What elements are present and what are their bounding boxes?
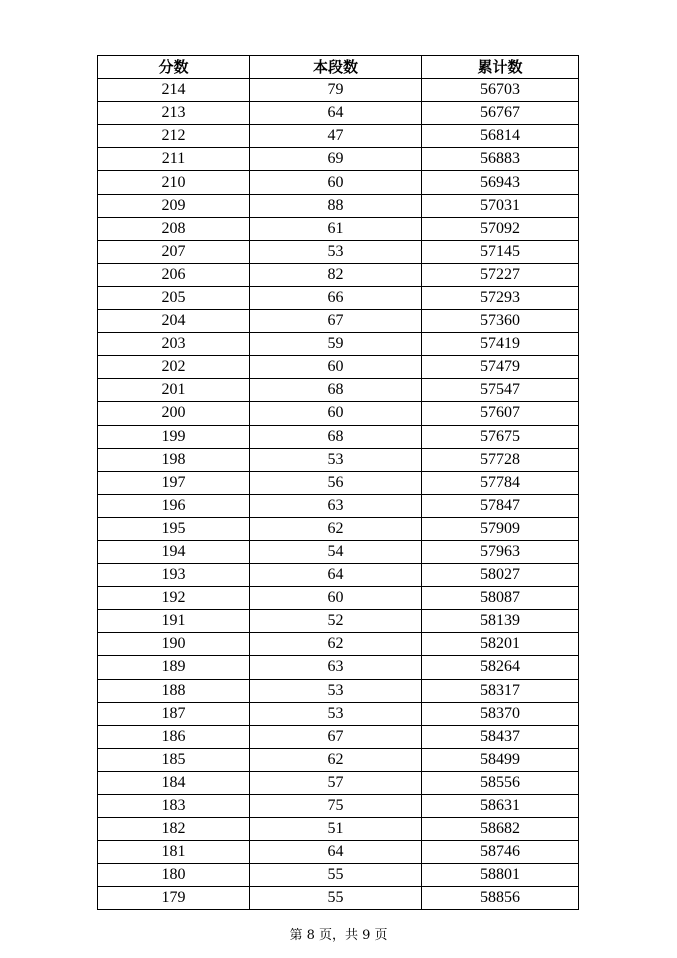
cell-segment-count: 60 <box>250 402 422 425</box>
table-row <box>98 725 579 748</box>
cell-segment-count: 54 <box>250 540 422 563</box>
table-row <box>98 194 579 217</box>
cell-segment-count: 64 <box>250 564 422 587</box>
cell-segment-count: 67 <box>250 725 422 748</box>
table-row <box>98 310 579 333</box>
table-row <box>98 148 579 171</box>
page-footer <box>0 927 677 944</box>
page-number-text: 第 8 页，共 9 页 <box>289 928 388 943</box>
cell-segment-count: 75 <box>250 795 422 818</box>
cell-score: 193 <box>98 564 250 587</box>
cell-score: 183 <box>98 795 250 818</box>
cell-cumulative-count: 58856 <box>422 887 579 910</box>
cell-score: 186 <box>98 725 250 748</box>
table-row <box>98 587 579 610</box>
cell-segment-count: 53 <box>250 240 422 263</box>
cell-score: 179 <box>98 887 250 910</box>
cell-cumulative-count: 56943 <box>422 171 579 194</box>
cell-segment-count: 64 <box>250 102 422 125</box>
cell-score: 184 <box>98 771 250 794</box>
cell-score: 181 <box>98 841 250 864</box>
cell-cumulative-count: 57675 <box>422 425 579 448</box>
table-row <box>98 240 579 263</box>
cell-segment-count: 62 <box>250 517 422 540</box>
cell-cumulative-count: 57293 <box>422 286 579 309</box>
table-row <box>98 286 579 309</box>
table-row <box>98 540 579 563</box>
table-row <box>98 610 579 633</box>
table-row <box>98 471 579 494</box>
cell-cumulative-count: 57479 <box>422 356 579 379</box>
cell-cumulative-count: 58746 <box>422 841 579 864</box>
table-row <box>98 841 579 864</box>
cell-segment-count: 82 <box>250 263 422 286</box>
cell-segment-count: 63 <box>250 494 422 517</box>
cell-score: 203 <box>98 333 250 356</box>
cell-cumulative-count: 57092 <box>422 217 579 240</box>
cell-cumulative-count: 56883 <box>422 148 579 171</box>
cell-score: 213 <box>98 102 250 125</box>
cell-segment-count: 53 <box>250 702 422 725</box>
cell-cumulative-count: 58682 <box>422 818 579 841</box>
cell-segment-count: 60 <box>250 587 422 610</box>
cell-cumulative-count: 56767 <box>422 102 579 125</box>
cell-segment-count: 62 <box>250 633 422 656</box>
cell-segment-count: 53 <box>250 679 422 702</box>
cell-score: 185 <box>98 748 250 771</box>
cell-score: 211 <box>98 148 250 171</box>
table-header <box>98 56 579 79</box>
cell-segment-count: 66 <box>250 286 422 309</box>
cell-score: 194 <box>98 540 250 563</box>
table-row <box>98 379 579 402</box>
table-row <box>98 887 579 910</box>
cell-score: 207 <box>98 240 250 263</box>
cell-segment-count: 67 <box>250 310 422 333</box>
cell-segment-count: 57 <box>250 771 422 794</box>
cell-score: 192 <box>98 587 250 610</box>
table-body <box>98 79 579 910</box>
cell-segment-count: 88 <box>250 194 422 217</box>
cell-score: 189 <box>98 656 250 679</box>
cell-score: 197 <box>98 471 250 494</box>
table-row <box>98 171 579 194</box>
cell-cumulative-count: 57784 <box>422 471 579 494</box>
cell-cumulative-count: 56814 <box>422 125 579 148</box>
cell-segment-count: 79 <box>250 79 422 102</box>
cell-score: 191 <box>98 610 250 633</box>
cell-score: 212 <box>98 125 250 148</box>
table-row <box>98 333 579 356</box>
cell-cumulative-count: 58556 <box>422 771 579 794</box>
table-row <box>98 125 579 148</box>
table-row <box>98 633 579 656</box>
cell-cumulative-count: 57963 <box>422 540 579 563</box>
cell-segment-count: 60 <box>250 171 422 194</box>
cell-score: 195 <box>98 517 250 540</box>
cell-segment-count: 55 <box>250 887 422 910</box>
cell-segment-count: 64 <box>250 841 422 864</box>
cell-cumulative-count: 57607 <box>422 402 579 425</box>
cell-segment-count: 59 <box>250 333 422 356</box>
cell-score: 180 <box>98 864 250 887</box>
cell-cumulative-count: 57419 <box>422 333 579 356</box>
cell-cumulative-count: 58201 <box>422 633 579 656</box>
cell-segment-count: 51 <box>250 818 422 841</box>
cell-score: 188 <box>98 679 250 702</box>
table-row <box>98 217 579 240</box>
cell-score: 202 <box>98 356 250 379</box>
cell-score: 214 <box>98 79 250 102</box>
score-distribution-table <box>97 55 579 910</box>
cell-segment-count: 56 <box>250 471 422 494</box>
cell-cumulative-count: 58437 <box>422 725 579 748</box>
table-row <box>98 656 579 679</box>
cell-cumulative-count: 58370 <box>422 702 579 725</box>
cell-score: 210 <box>98 171 250 194</box>
cell-score: 201 <box>98 379 250 402</box>
cell-score: 206 <box>98 263 250 286</box>
table-row <box>98 771 579 794</box>
table-row <box>98 425 579 448</box>
cell-segment-count: 69 <box>250 148 422 171</box>
cell-cumulative-count: 57360 <box>422 310 579 333</box>
cell-cumulative-count: 57847 <box>422 494 579 517</box>
cell-segment-count: 62 <box>250 748 422 771</box>
cell-cumulative-count: 56703 <box>422 79 579 102</box>
cell-cumulative-count: 57031 <box>422 194 579 217</box>
cell-segment-count: 68 <box>250 379 422 402</box>
cell-segment-count: 63 <box>250 656 422 679</box>
cell-cumulative-count: 57909 <box>422 517 579 540</box>
cell-cumulative-count: 58264 <box>422 656 579 679</box>
cell-segment-count: 60 <box>250 356 422 379</box>
cell-score: 205 <box>98 286 250 309</box>
table-row <box>98 494 579 517</box>
cell-cumulative-count: 57145 <box>422 240 579 263</box>
cell-segment-count: 55 <box>250 864 422 887</box>
table-row <box>98 102 579 125</box>
cell-cumulative-count: 58631 <box>422 795 579 818</box>
cell-score: 209 <box>98 194 250 217</box>
cell-cumulative-count: 58499 <box>422 748 579 771</box>
table-row <box>98 864 579 887</box>
cell-segment-count: 47 <box>250 125 422 148</box>
table-row <box>98 263 579 286</box>
cell-segment-count: 53 <box>250 448 422 471</box>
table-row <box>98 818 579 841</box>
cell-score: 204 <box>98 310 250 333</box>
header-cumulative-count: 累计数 <box>422 56 579 79</box>
cell-score: 198 <box>98 448 250 471</box>
table-row <box>98 564 579 587</box>
cell-cumulative-count: 57227 <box>422 263 579 286</box>
table-row <box>98 748 579 771</box>
cell-score: 208 <box>98 217 250 240</box>
table-row <box>98 402 579 425</box>
cell-cumulative-count: 57728 <box>422 448 579 471</box>
cell-score: 200 <box>98 402 250 425</box>
header-row <box>98 56 579 79</box>
table-row <box>98 795 579 818</box>
cell-cumulative-count: 58317 <box>422 679 579 702</box>
cell-score: 187 <box>98 702 250 725</box>
cell-segment-count: 52 <box>250 610 422 633</box>
cell-cumulative-count: 58027 <box>422 564 579 587</box>
cell-cumulative-count: 58139 <box>422 610 579 633</box>
header-segment-count: 本段数 <box>250 56 422 79</box>
cell-segment-count: 68 <box>250 425 422 448</box>
table-row <box>98 79 579 102</box>
cell-score: 196 <box>98 494 250 517</box>
table-row <box>98 448 579 471</box>
cell-cumulative-count: 58801 <box>422 864 579 887</box>
table-row <box>98 679 579 702</box>
cell-cumulative-count: 57547 <box>422 379 579 402</box>
cell-score: 182 <box>98 818 250 841</box>
header-score: 分数 <box>98 56 250 79</box>
table-row <box>98 702 579 725</box>
table-row <box>98 356 579 379</box>
cell-score: 199 <box>98 425 250 448</box>
cell-segment-count: 61 <box>250 217 422 240</box>
cell-cumulative-count: 58087 <box>422 587 579 610</box>
table-row <box>98 517 579 540</box>
cell-score: 190 <box>98 633 250 656</box>
